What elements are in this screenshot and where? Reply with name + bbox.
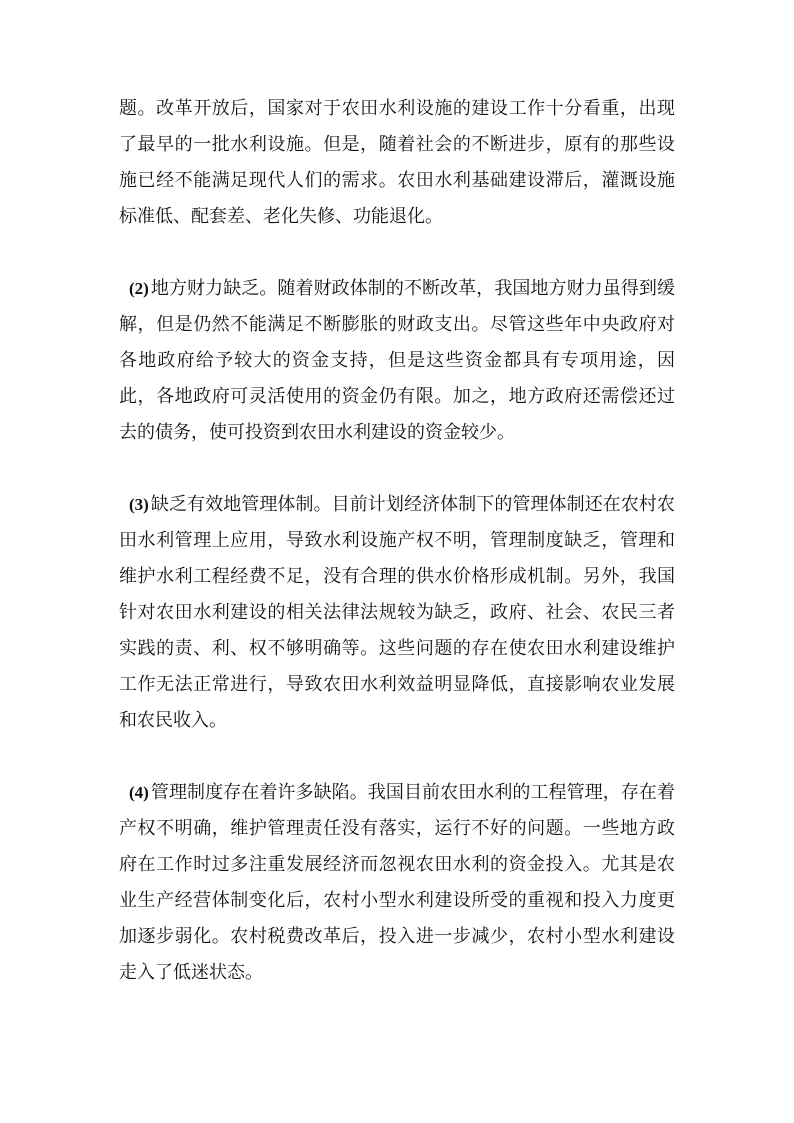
paragraph-4-text: 管理制度存在着许多缺陷。我国目前农田水利的工程管理，存在着产权不明确，维护管理责任没有落实，运行不好的问题。一些地方政府在工作时过多注重发展经济而忽视农田水利的资金投入。尤其是农业生产经营体制变化后，农村小型水利建设所受的重视和投入力度更加逐步弱化。农村税费改革后，投入进一步减少，农村小型水利建设走入了低迷状态。 — [119, 782, 675, 983]
paragraph-3-text: 缺乏有效地管理体制。目前计划经济体制下的管理体制还在农村农田水利管理上应用，导致水利设施产权不明，管理制度缺乏，管理和维护水利工程经费不足，没有合理的供水价格形成机制。另外，我国针对农田水利建设的相关法律法规较为缺乏，政府、社会、农民三者实践的责、利、权不够明确等。这些问题的存在使农田水利建设维护工作无法正常进行，导致农田水利效益明显降低，直接影响农业发展和农民收入。 — [119, 494, 675, 731]
paragraph-4-number: (4) — [129, 783, 149, 802]
document-body — [119, 91, 675, 991]
paragraph-2-number: (2) — [129, 279, 149, 298]
paragraph-1-text: 题。改革开放后，国家对于农田水利设施的建设工作十分看重，出现了最早的一批水利设施。但是，随着社会的不断进步，原有的那些设施已经不能满足现代人们的需求。农田水利基础建设滞后，灌溉设施标准低、配套差、老化失修、功能退化。 — [119, 98, 675, 227]
paragraph-3-number: (3) — [129, 495, 149, 514]
paragraph-1 — [119, 91, 675, 235]
paragraph-4 — [119, 775, 675, 991]
paragraph-2-text: 地方财力缺乏。随着财政体制的不断改革，我国地方财力虽得到缓解，但是仍然不能满足不断膨胀的财政支出。尽管这些年中央政府对各地政府给予较大的资金支持，但是这些资金都具有专项用途，因此，各地政府可灵活使用的资金仍有限。加之，地方政府还需偿还过去的债务，使可投资到农田水利建设的资金较少。 — [119, 278, 675, 443]
paragraph-2 — [119, 271, 675, 451]
paragraph-3 — [119, 487, 675, 739]
